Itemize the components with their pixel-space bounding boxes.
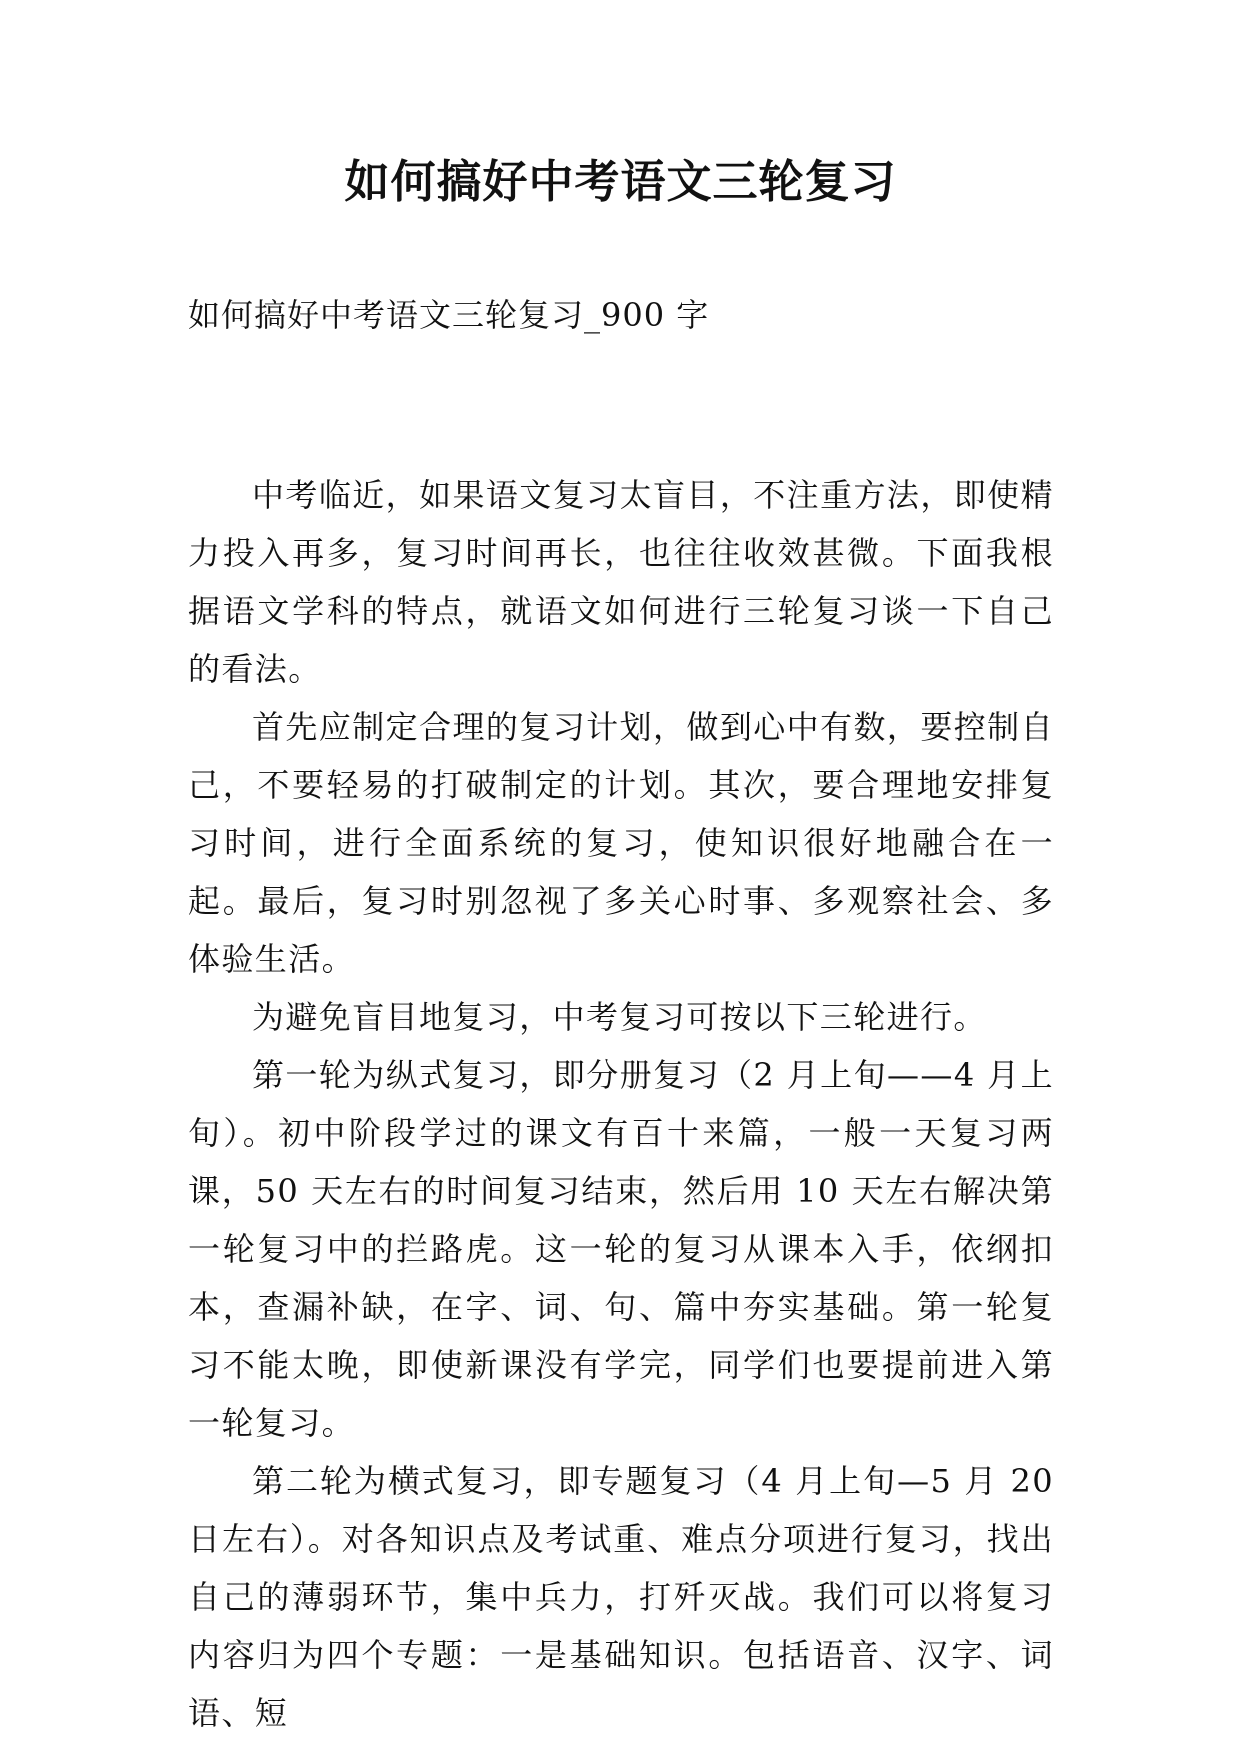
document-body [188,466,1054,1742]
document-subtitle: 如何搞好中考语文三轮复习_900 字 [188,296,710,334]
document-title: 如何搞好中考语文三轮复习 [344,155,897,208]
paragraph-plan: 首先应制定合理的复习计划，做到心中有数，要控制自己，不要轻易的打破制定的计划。其次，要合理地安排复习时间，进行全面系统的复习，使知识很好地融合在一起。最后，复习时别忽视了多关心时事、多观察社会、多体验生活。 [188,708,1054,978]
paragraph-three-rounds: 为避免盲目地复习，中考复习可按以下三轮进行。 [252,998,987,1036]
paragraph-intro: 中考临近，如果语文复习太盲目，不注重方法，即使精力投入再多，复习时间再长，也往往收效甚微。下面我根据语文学科的特点，就语文如何进行三轮复习谈一下自己的看法。 [188,476,1054,688]
paragraph-round-one: 第一轮为纵式复习，即分册复习（2 月上旬——4 月上旬）。初中阶段学过的课文有百十来篇，一般一天复习两课，50 天左右的时间复习结束，然后用 10 天左右解决第一轮复习中的拦路虎。这一轮的复习从课本入手，依纲扣本，查漏补缺，在字、词、句、篇中夯实基础。第一轮复习不能太晚，即使新课没有学完，同学们也要提前进入第一轮复习。 [188,1056,1054,1442]
paragraph-round-two: 第二轮为横式复习，即专题复习（4 月上旬—5 月 20 日左右）。对各知识点及考试重、难点分项进行复习，找出自己的薄弱环节，集中兵力，打歼灭战。我们可以将复习内容归为四个专题：一是基础知识。包括语音、汉字、词语、短 [188,1462,1054,1732]
